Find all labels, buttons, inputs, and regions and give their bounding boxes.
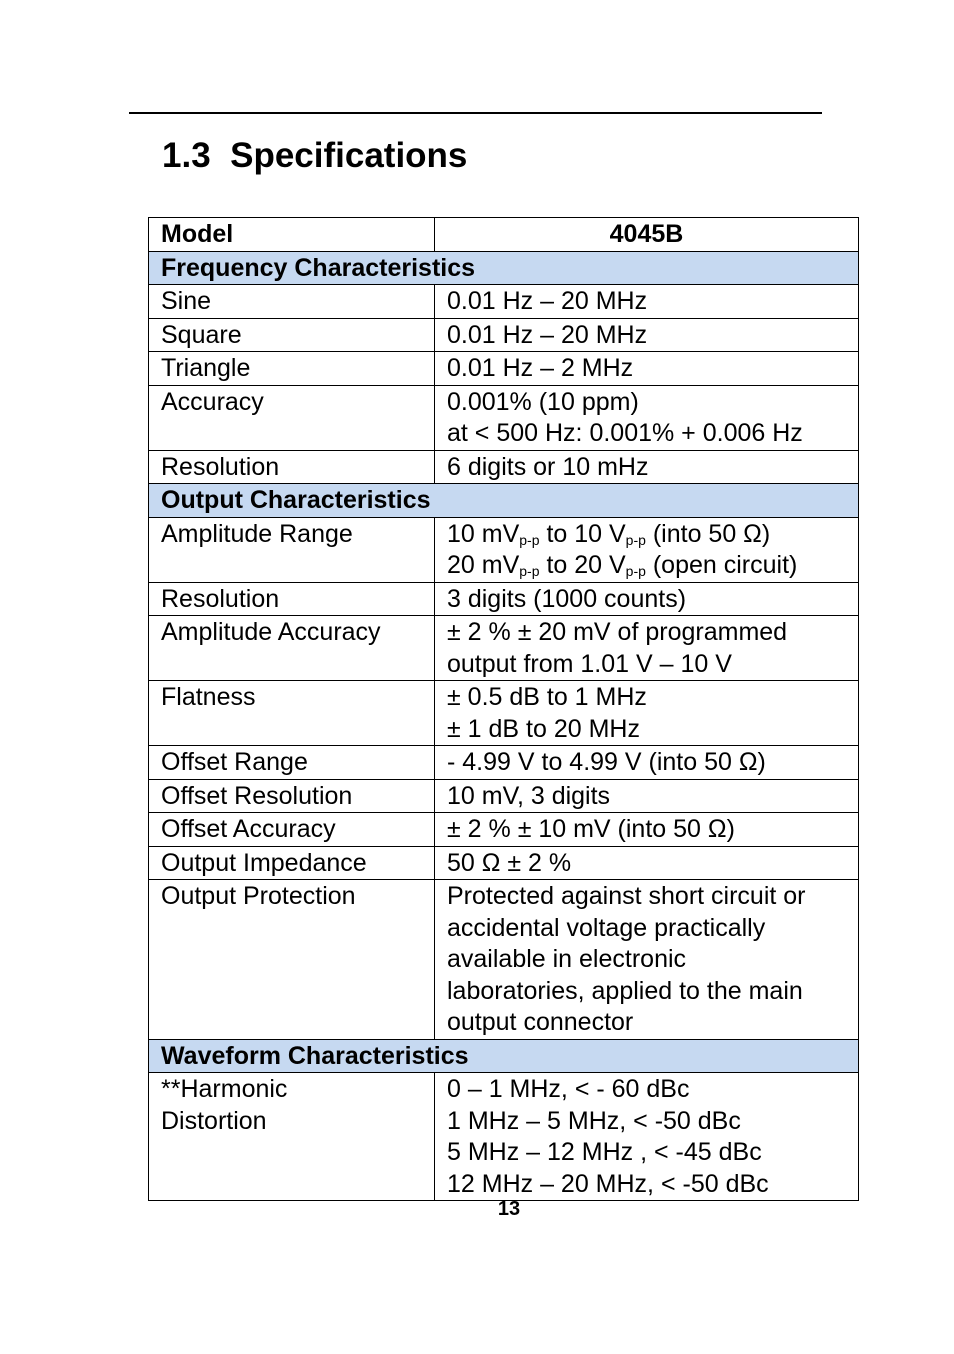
spec-label: Output Protection: [149, 880, 435, 1040]
subscript: p-p: [625, 531, 646, 548]
section-row: [149, 251, 859, 285]
spec-value-line: output from 1.01 V – 10 V: [447, 649, 732, 678]
page-number: 13: [497, 1198, 521, 1220]
spec-label: Square: [149, 318, 435, 352]
spec-label: Flatness: [149, 681, 435, 746]
table-row: [149, 813, 859, 847]
section-row: [149, 484, 859, 518]
section-row: [149, 1039, 859, 1073]
subscript: p-p: [625, 563, 646, 579]
table-row: [149, 285, 859, 319]
spec-label: Offset Accuracy: [149, 813, 435, 847]
spec-label-line: **Harmonic: [161, 1075, 288, 1103]
spec-label: Amplitude Accuracy: [149, 616, 435, 681]
spec-label: Offset Range: [149, 746, 435, 780]
table-row: [149, 681, 859, 746]
spec-value-line: at < 500 Hz: 0.001% + 0.006 Hz: [447, 419, 803, 447]
spec-value: [435, 616, 859, 681]
spec-label-line: Distortion: [161, 1106, 267, 1135]
spec-value-line: output connector: [447, 1008, 634, 1036]
spec-value: 0.01 Hz – 20 MHz: [435, 318, 859, 352]
spec-value-line: 1 MHz – 5 MHz, < -50 dBc: [447, 1106, 741, 1135]
subscript: p-p: [519, 563, 540, 579]
spec-value: 0.01 Hz – 20 MHz: [435, 285, 859, 319]
spec-value: [435, 517, 859, 582]
spec-value: 6 digits or 10 mHz: [435, 450, 859, 484]
spec-value-line: available in electronic: [447, 945, 687, 973]
table-row: [149, 517, 859, 582]
section-heading: 1.3 Specifications: [162, 136, 468, 175]
spec-value-line: 12 MHz – 20 MHz, < -50 dBc: [447, 1169, 769, 1198]
spec-value-line: [447, 550, 846, 582]
waveform-characteristics-header: Waveform Characteristics: [149, 1039, 859, 1073]
spec-value: [435, 1073, 859, 1201]
text-run: 20 mV: [447, 551, 520, 579]
spec-label: Amplitude Range: [149, 517, 435, 582]
spec-label: Output Impedance: [149, 846, 435, 880]
spec-value-line: 0.001% (10 ppm): [447, 387, 639, 416]
spec-value-line: 0 – 1 MHz, < - 60 dBc: [447, 1075, 690, 1103]
table-row: [149, 1073, 859, 1201]
text-run: (into 50 Ω): [645, 519, 771, 548]
spec-value: 10 mV, 3 digits: [435, 779, 859, 813]
table-row: [149, 846, 859, 880]
table-row: [149, 385, 859, 450]
spec-value: [435, 880, 859, 1040]
spec-label: Triangle: [149, 352, 435, 386]
spec-value: ± 2 % ± 10 mV (into 50 Ω): [435, 813, 859, 847]
spec-label: Sine: [149, 285, 435, 319]
spec-label: Accuracy: [149, 385, 435, 450]
spec-value: [435, 385, 859, 450]
text-run: to 20 V: [539, 551, 626, 579]
spec-label: Offset Resolution: [149, 779, 435, 813]
frequency-characteristics-header: Frequency Characteristics: [149, 251, 859, 285]
text-run: (open circuit): [645, 551, 798, 579]
output-characteristics-header: Output Characteristics: [149, 484, 859, 518]
spec-value-line: accidental voltage practically: [447, 913, 766, 942]
spec-value-line: 5 MHz – 12 MHz , < -45 dBc: [447, 1138, 762, 1166]
spec-label: Resolution: [149, 450, 435, 484]
table-row: [149, 450, 859, 484]
spec-label: [149, 1073, 435, 1201]
table-row: [149, 616, 859, 681]
spec-label: Resolution: [149, 582, 435, 616]
spec-value: 3 digits (1000 counts): [435, 582, 859, 616]
text-run: 10 mV: [447, 519, 520, 548]
header-rule: [129, 112, 822, 114]
specifications-table: [148, 217, 859, 1201]
table-row: [149, 318, 859, 352]
spec-value-line: ± 0.5 dB to 1 MHz: [447, 683, 647, 711]
spec-value: 50 Ω ± 2 %: [435, 846, 859, 880]
spec-value: - 4.99 V to 4.99 V (into 50 Ω): [435, 746, 859, 780]
spec-value: [435, 681, 859, 746]
table-row: [149, 746, 859, 780]
table-row: [149, 880, 859, 1040]
spec-value-line: ± 2 % ± 20 mV of programmed: [447, 618, 788, 646]
table-row: [149, 352, 859, 386]
spec-value-line: ± 1 dB to 20 MHz: [447, 714, 640, 743]
table-row: [149, 218, 859, 252]
spec-value: 0.01 Hz – 2 MHz: [435, 352, 859, 386]
model-value: 4045B: [435, 218, 859, 252]
table-row: [149, 779, 859, 813]
spec-value-line: laboratories, applied to the main: [447, 976, 803, 1005]
subscript: p-p: [519, 531, 540, 548]
spec-value-line: [447, 519, 846, 551]
table-row: [149, 582, 859, 616]
model-label: Model: [149, 218, 435, 252]
text-run: to 10 V: [539, 519, 626, 548]
spec-value-line: Protected against short circuit or: [447, 882, 806, 910]
